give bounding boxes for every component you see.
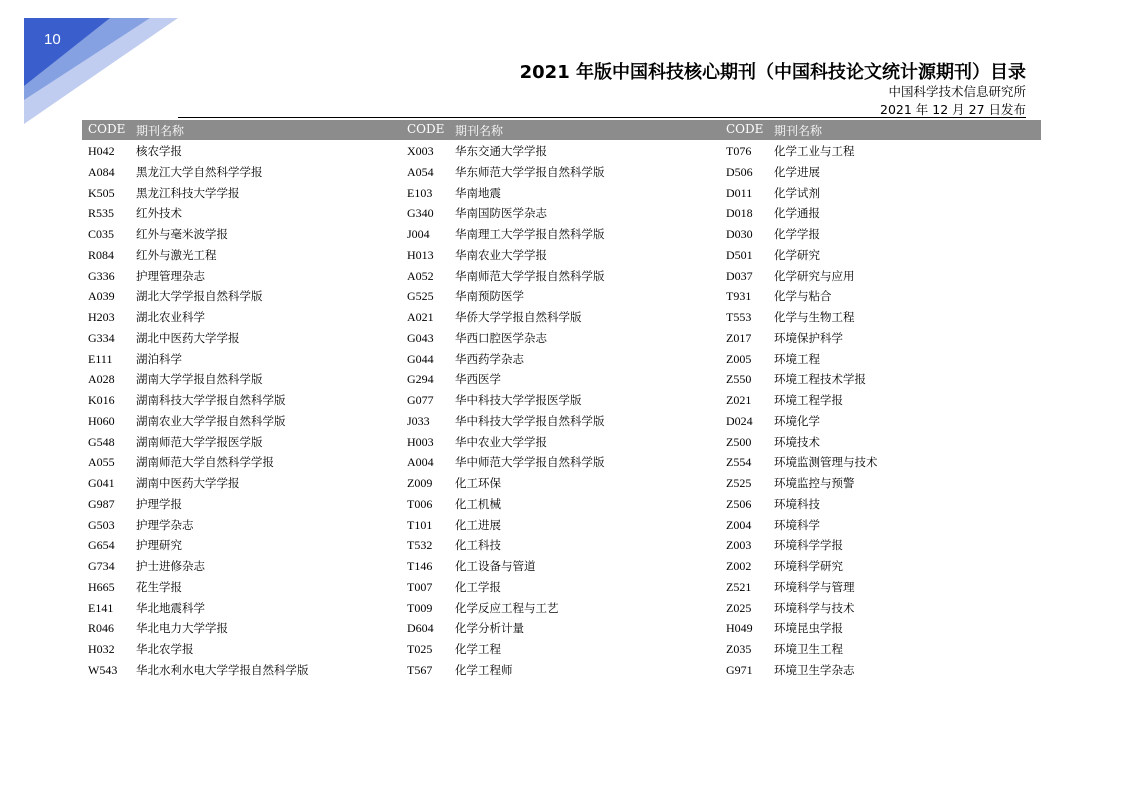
journal-row [407, 183, 707, 204]
journal-row [88, 598, 388, 619]
journal-code: D024 [726, 413, 753, 428]
journal-code: A055 [88, 455, 115, 470]
journal-code: D037 [726, 268, 753, 283]
journal-name: 华南地震 [455, 185, 501, 200]
journal-code: D030 [726, 227, 753, 241]
journal-code: Z550 [726, 372, 752, 387]
journal-name: 化工进展 [455, 517, 501, 532]
journal-code: G043 [407, 330, 434, 345]
journal-row [726, 369, 1026, 390]
journal-row [726, 452, 1026, 473]
journal-name: 化学反应工程与工艺 [455, 600, 559, 615]
journal-row [88, 203, 388, 224]
journal-code: Z005 [726, 351, 752, 366]
journal-code: H049 [726, 621, 753, 636]
column-header-code: CODE [88, 122, 126, 136]
journal-name: 华西医学 [455, 372, 501, 387]
journal-code: T567 [407, 662, 433, 677]
journal-row [88, 245, 388, 266]
journal-code: Z017 [726, 330, 752, 345]
page-number: 10 [44, 31, 61, 48]
journal-name: 环境科学学报 [774, 538, 843, 553]
journal-code: J004 [407, 227, 430, 241]
journal-code: G336 [88, 268, 115, 283]
journal-row [407, 639, 707, 660]
journal-row [726, 266, 1026, 287]
journal-name: 环境科技 [774, 496, 820, 511]
journal-row [726, 141, 1026, 162]
journal-code: Z021 [726, 393, 752, 407]
journal-code: A028 [88, 372, 115, 387]
journal-code: D501 [726, 247, 753, 262]
journal-name: 环境卫生学杂志 [774, 662, 855, 677]
journal-row [407, 203, 707, 224]
journal-name: 环境工程 [774, 351, 820, 366]
journal-name: 华南师范大学学报自然科学版 [455, 268, 605, 283]
journal-row [88, 432, 388, 453]
journal-code: Z035 [726, 642, 752, 656]
journal-row [88, 556, 388, 577]
journal-code: G044 [407, 351, 434, 366]
journal-row [88, 390, 388, 411]
journal-row [407, 660, 707, 681]
journal-name: 化工学报 [455, 579, 501, 594]
journal-name: 华中农业大学学报 [455, 434, 547, 449]
journal-name: 黑龙江科技大学学报 [136, 185, 240, 200]
journal-name: 花生学报 [136, 579, 182, 594]
journal-name: 化学分析计量 [455, 621, 524, 636]
journal-code: K016 [88, 393, 115, 407]
journal-name: 湖北中医药大学学报 [136, 330, 240, 345]
journal-row [407, 577, 707, 598]
journal-name: 湖南师范大学学报医学版 [136, 434, 263, 449]
journal-row [88, 494, 388, 515]
journal-name: 华西口腔医学杂志 [455, 330, 547, 345]
journal-name: 湖南大学学报自然科学版 [136, 372, 263, 387]
journal-name: 环境科学研究 [774, 559, 843, 573]
journal-name: 化学与粘合 [774, 289, 832, 304]
journal-code: Z003 [726, 538, 752, 553]
journal-row [407, 432, 707, 453]
journal-name: 环境工程学报 [774, 393, 843, 407]
journal-name: 环境监控与预警 [774, 476, 855, 490]
journal-row [88, 349, 388, 370]
journal-code: G077 [407, 393, 434, 407]
journal-row [726, 203, 1026, 224]
journal-code: G340 [407, 206, 434, 221]
journal-row [726, 515, 1026, 536]
journal-row [407, 245, 707, 266]
journal-code: C035 [88, 227, 115, 241]
journal-name: 华中师范大学学报自然科学版 [455, 455, 605, 470]
journal-name: 化学进展 [774, 164, 820, 179]
journal-name: 华东师范大学学报自然科学版 [455, 164, 605, 179]
journal-row [726, 183, 1026, 204]
journal-name: 红外与激光工程 [136, 247, 217, 262]
journal-row [88, 141, 388, 162]
journal-code: H203 [88, 310, 115, 324]
journal-name: 华西药学杂志 [455, 351, 524, 366]
journal-row [726, 660, 1026, 681]
journal-code: T025 [407, 642, 433, 656]
journal-row [88, 286, 388, 307]
journal-name: 华侨大学学报自然科学版 [455, 310, 582, 324]
journal-row [88, 473, 388, 494]
journal-name: 环境科学与管理 [774, 579, 855, 594]
journal-code: D018 [726, 206, 753, 221]
journal-code: A004 [407, 455, 434, 470]
journal-row [407, 162, 707, 183]
journal-row [726, 432, 1026, 453]
journal-row [407, 307, 707, 328]
journal-name: 华北电力大学学报 [136, 621, 228, 636]
journal-name: 护理研究 [136, 538, 182, 553]
journal-name: 湖南师范大学自然科学学报 [136, 455, 274, 470]
journal-name: 环境昆虫学报 [774, 621, 843, 636]
journal-column-3 [726, 141, 1026, 681]
journal-code: T931 [726, 289, 752, 304]
journal-code: G294 [407, 372, 434, 387]
journal-name: 环境监测管理与技术 [774, 455, 878, 470]
journal-row [726, 328, 1026, 349]
journal-name: 化学研究 [774, 247, 820, 262]
journal-row [726, 639, 1026, 660]
journal-row [88, 162, 388, 183]
journal-row [88, 535, 388, 556]
journal-name: 湖北大学学报自然科学版 [136, 289, 263, 304]
journal-code: D506 [726, 164, 753, 179]
journal-code: G334 [88, 330, 115, 345]
journal-row [726, 411, 1026, 432]
journal-name: 化工设备与管道 [455, 559, 536, 573]
journal-name: 化学试剂 [774, 185, 820, 200]
journal-code: Z002 [726, 559, 752, 573]
journal-row [88, 183, 388, 204]
column-header-code: CODE [407, 122, 445, 136]
journal-code: Z004 [726, 517, 752, 532]
journal-name: 红外技术 [136, 206, 182, 221]
journal-name: 环境保护科学 [774, 330, 843, 345]
header-rule [178, 117, 1026, 118]
journal-code: A052 [407, 268, 434, 283]
journal-name: 化学研究与应用 [774, 268, 855, 283]
journal-name: 湖南农业大学学报自然科学版 [136, 413, 286, 428]
journal-code: X003 [407, 144, 434, 158]
journal-name: 环境工程技术学报 [774, 372, 866, 387]
journal-row [88, 266, 388, 287]
journal-name: 华南预防医学 [455, 289, 524, 304]
journal-row [407, 286, 707, 307]
publisher: 中国科学技术信息研究所 [888, 84, 1026, 99]
journal-row [88, 618, 388, 639]
journal-name: 化工环保 [455, 476, 501, 490]
journal-code: G548 [88, 434, 115, 449]
journal-code: A039 [88, 289, 115, 304]
journal-row [88, 515, 388, 536]
journal-code: G971 [726, 662, 753, 677]
journal-name: 化学工业与工程 [774, 144, 855, 158]
journal-row [407, 556, 707, 577]
journal-name: 化学通报 [774, 206, 820, 221]
journal-row [407, 224, 707, 245]
journal-code: W543 [88, 662, 118, 677]
journal-name: 护士进修杂志 [136, 559, 205, 573]
journal-code: G654 [88, 538, 115, 553]
journal-column-1 [88, 141, 388, 681]
journal-row [88, 577, 388, 598]
journal-code: T007 [407, 579, 433, 594]
journal-name: 华东交通大学学报 [455, 144, 547, 158]
journal-row [726, 286, 1026, 307]
journal-name: 湖北农业科学 [136, 310, 205, 324]
journal-code: G734 [88, 559, 115, 573]
journal-row [726, 598, 1026, 619]
journal-name: 化学工程 [455, 642, 501, 656]
journal-code: E111 [88, 351, 113, 366]
journal-code: H032 [88, 642, 115, 656]
journal-code: H665 [88, 579, 115, 594]
journal-row [88, 639, 388, 660]
journal-row [726, 494, 1026, 515]
journal-code: T076 [726, 144, 752, 158]
journal-name: 华北水利水电大学学报自然科学版 [136, 662, 309, 677]
journal-row [407, 349, 707, 370]
journal-row [407, 141, 707, 162]
journal-row [407, 266, 707, 287]
journal-row [726, 473, 1026, 494]
journal-row [407, 618, 707, 639]
journal-row [407, 411, 707, 432]
journal-row [88, 411, 388, 432]
journal-code: T553 [726, 310, 752, 324]
journal-name: 湖南中医药大学学报 [136, 476, 240, 490]
journal-name: 湖泊科学 [136, 351, 182, 366]
journal-row [726, 162, 1026, 183]
table-header-bar [82, 120, 1041, 140]
journal-row [726, 535, 1026, 556]
journal-name: 华南农业大学学报 [455, 247, 547, 262]
journal-code: A021 [407, 310, 434, 324]
journal-name: 化工机械 [455, 496, 501, 511]
journal-name: 护理管理杂志 [136, 268, 205, 283]
journal-code: A054 [407, 164, 434, 179]
journal-code: E141 [88, 600, 114, 615]
journal-name: 化学工程师 [455, 662, 513, 677]
journal-code: D011 [726, 185, 753, 200]
journal-row [726, 307, 1026, 328]
journal-code: G041 [88, 476, 115, 490]
journal-code: H042 [88, 144, 115, 158]
journal-name: 华中科技大学学报医学版 [455, 393, 582, 407]
journal-code: D604 [407, 621, 434, 636]
journal-row [407, 369, 707, 390]
journal-column-2 [407, 141, 707, 681]
journal-code: Z009 [407, 476, 433, 490]
journal-row [88, 224, 388, 245]
journal-code: A084 [88, 164, 115, 179]
journal-name: 华南国防医学杂志 [455, 206, 547, 221]
journal-code: Z025 [726, 600, 752, 615]
journal-name: 华中科技大学学报自然科学版 [455, 413, 605, 428]
journal-row [407, 390, 707, 411]
journal-row [88, 660, 388, 681]
journal-code: Z554 [726, 455, 752, 470]
journal-name: 环境技术 [774, 434, 820, 449]
journal-code: H013 [407, 247, 434, 262]
journal-code: R046 [88, 621, 115, 636]
column-header-name: 期刊名称 [136, 124, 185, 138]
journal-name: 环境化学 [774, 413, 820, 428]
journal-code: T101 [407, 517, 433, 532]
journal-code: E103 [407, 185, 433, 200]
journal-row [726, 556, 1026, 577]
journal-row [88, 452, 388, 473]
journal-name: 红外与毫米波学报 [136, 227, 228, 241]
journal-name: 湖南科技大学学报自然科学版 [136, 393, 286, 407]
journal-code: T006 [407, 496, 433, 511]
journal-name: 华北地震科学 [136, 600, 205, 615]
journal-code: H060 [88, 413, 115, 428]
journal-name: 黑龙江大学自然科学学报 [136, 164, 263, 179]
journal-code: T146 [407, 559, 433, 573]
journal-row [726, 618, 1026, 639]
journal-code: G987 [88, 496, 115, 511]
journal-name: 环境科学与技术 [774, 600, 855, 615]
journal-code: T009 [407, 600, 433, 615]
journal-code: Z521 [726, 579, 752, 594]
journal-code: G503 [88, 517, 115, 532]
journal-row [726, 245, 1026, 266]
journal-code: T532 [407, 538, 433, 553]
journal-row [407, 598, 707, 619]
column-header-name: 期刊名称 [455, 124, 504, 138]
column-header-code: CODE [726, 122, 764, 136]
journal-code: Z506 [726, 496, 752, 511]
journal-name: 华北农学报 [136, 642, 194, 656]
journal-row [726, 349, 1026, 370]
journal-name: 环境卫生工程 [774, 642, 843, 656]
document-title: 2021 年版中国科技核心期刊（中国科技论文统计源期刊）目录 [519, 62, 1026, 83]
column-header-name: 期刊名称 [774, 124, 823, 138]
journal-name: 化工科技 [455, 538, 501, 553]
journal-code: R084 [88, 247, 115, 262]
journal-row [88, 328, 388, 349]
journal-row [407, 515, 707, 536]
journal-row [407, 328, 707, 349]
journal-name: 护理学报 [136, 496, 182, 511]
journal-name: 华南理工大学学报自然科学版 [455, 227, 605, 241]
journal-name: 环境科学 [774, 517, 820, 532]
journal-code: K505 [88, 185, 115, 200]
journal-name: 化学与生物工程 [774, 310, 855, 324]
journal-name: 核农学报 [136, 144, 182, 158]
journal-row [88, 369, 388, 390]
journal-name: 护理学杂志 [136, 517, 194, 532]
corner-decoration [0, 0, 200, 140]
journal-row [407, 494, 707, 515]
journal-row [88, 307, 388, 328]
journal-code: G525 [407, 289, 434, 304]
journal-row [726, 577, 1026, 598]
journal-name: 化学学报 [774, 227, 820, 241]
journal-code: H003 [407, 434, 434, 449]
publish-date: 2021 年 12 月 27 日发布 [880, 102, 1026, 117]
journal-code: J033 [407, 413, 430, 428]
journal-row [726, 390, 1026, 411]
journal-row [407, 535, 707, 556]
journal-code: Z525 [726, 476, 752, 490]
journal-code: R535 [88, 206, 115, 221]
journal-row [726, 224, 1026, 245]
journal-row [407, 473, 707, 494]
journal-code: Z500 [726, 434, 752, 449]
journal-row [407, 452, 707, 473]
